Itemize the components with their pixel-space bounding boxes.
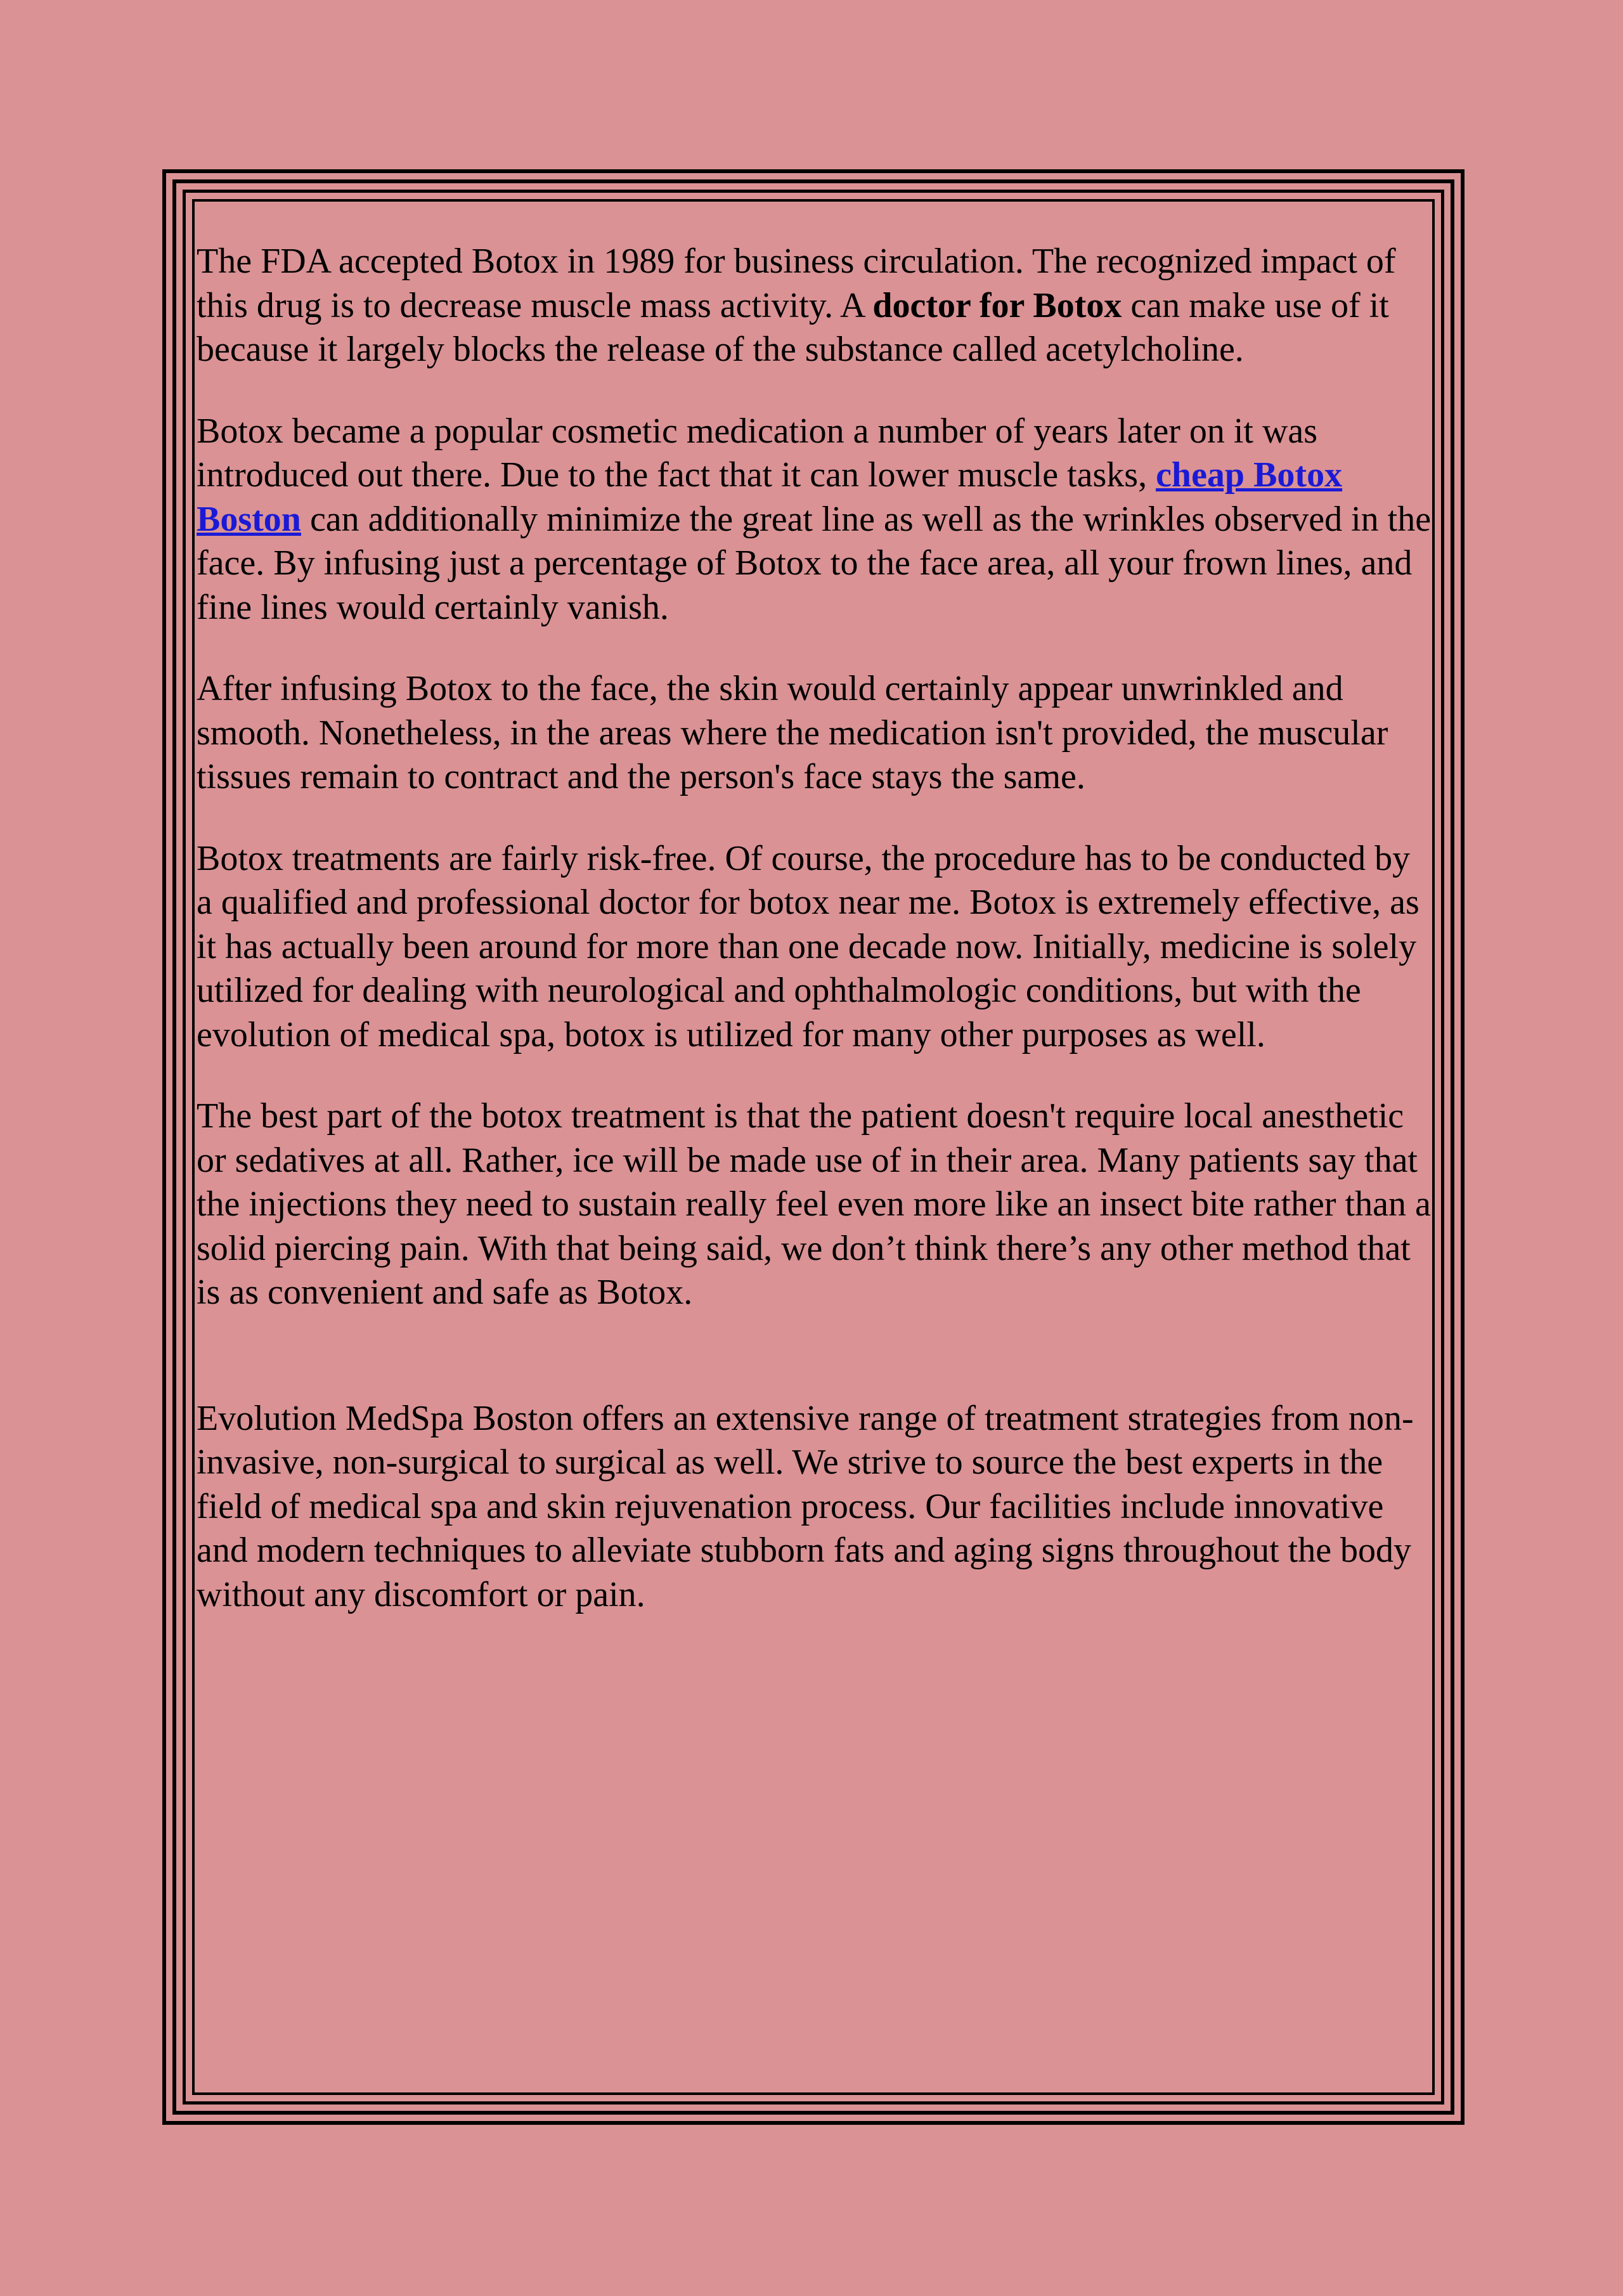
document-body — [197, 240, 1433, 1654]
bold-phrase-doctor-for-botox: doctor for Botox — [872, 285, 1122, 325]
paragraph-evolution-medspa: Evolution MedSpa Boston offers an extensive range of treatment strategies from non-invasive, non-surgical to surgical as well. We strive to source the best experts in the field of medical spa and skin rejuvenation process. Our facilities include innovative and modern techniques to alleviate stubborn fats and aging signs throughout the body without any discomfort or pain. — [197, 1398, 1414, 1614]
paragraph-after-infusing: After infusing Botox to the face, the skin would certainly appear unwrinkled and smooth. Nonetheless, in the areas where the medication isn't provided, the muscular tissues remain to contract and the person's face stays the same. — [197, 669, 1388, 796]
paragraph-fda-approval: The FDA accepted Botox in 1989 for business circulation. The recognized impact of this drug is to decrease muscle mass activity. A doctor for Botox can make use of it because it largely blocks the release of the substance called acetylcholine. — [197, 242, 1396, 369]
paragraph-best-part: The best part of the botox treatment is that the patient doesn't require local anesthetic or sedatives at all. Rather, ice will be made use of in their area. Many patients say that the injections they need to sustain really feel even more like an insect bite rather than a solid piercing pain. With that being said, we don’t think there’s any other method that is as convenient and safe as Botox. — [197, 1096, 1431, 1312]
paragraph-risk-free: Botox treatments are fairly risk-free. Of course, the procedure has to be conducted by a qualified and professional doctor for botox near me. Botox is extremely effective, as it has actually been around for more than one decade now. Initially, medicine is solely utilized for dealing with neurological and ophthalmologic conditions, but with the evolution of medical spa, botox is utilized for many other purposes as well. — [197, 838, 1419, 1054]
link-cheap-botox-boston[interactable]: cheap Botox Boston — [197, 455, 1343, 539]
paragraph-cosmetic-use: Botox became a popular cosmetic medication a number of years later on it was introduced out there. Due to the fact that it can lower muscle tasks, cheap Botox Boston can additionally minimize the great line as well as the wrinkles observed in the face. By infusing just a percentage of Botox to the face area, all your frown lines, and fine lines would certainly vanish. — [197, 411, 1432, 627]
